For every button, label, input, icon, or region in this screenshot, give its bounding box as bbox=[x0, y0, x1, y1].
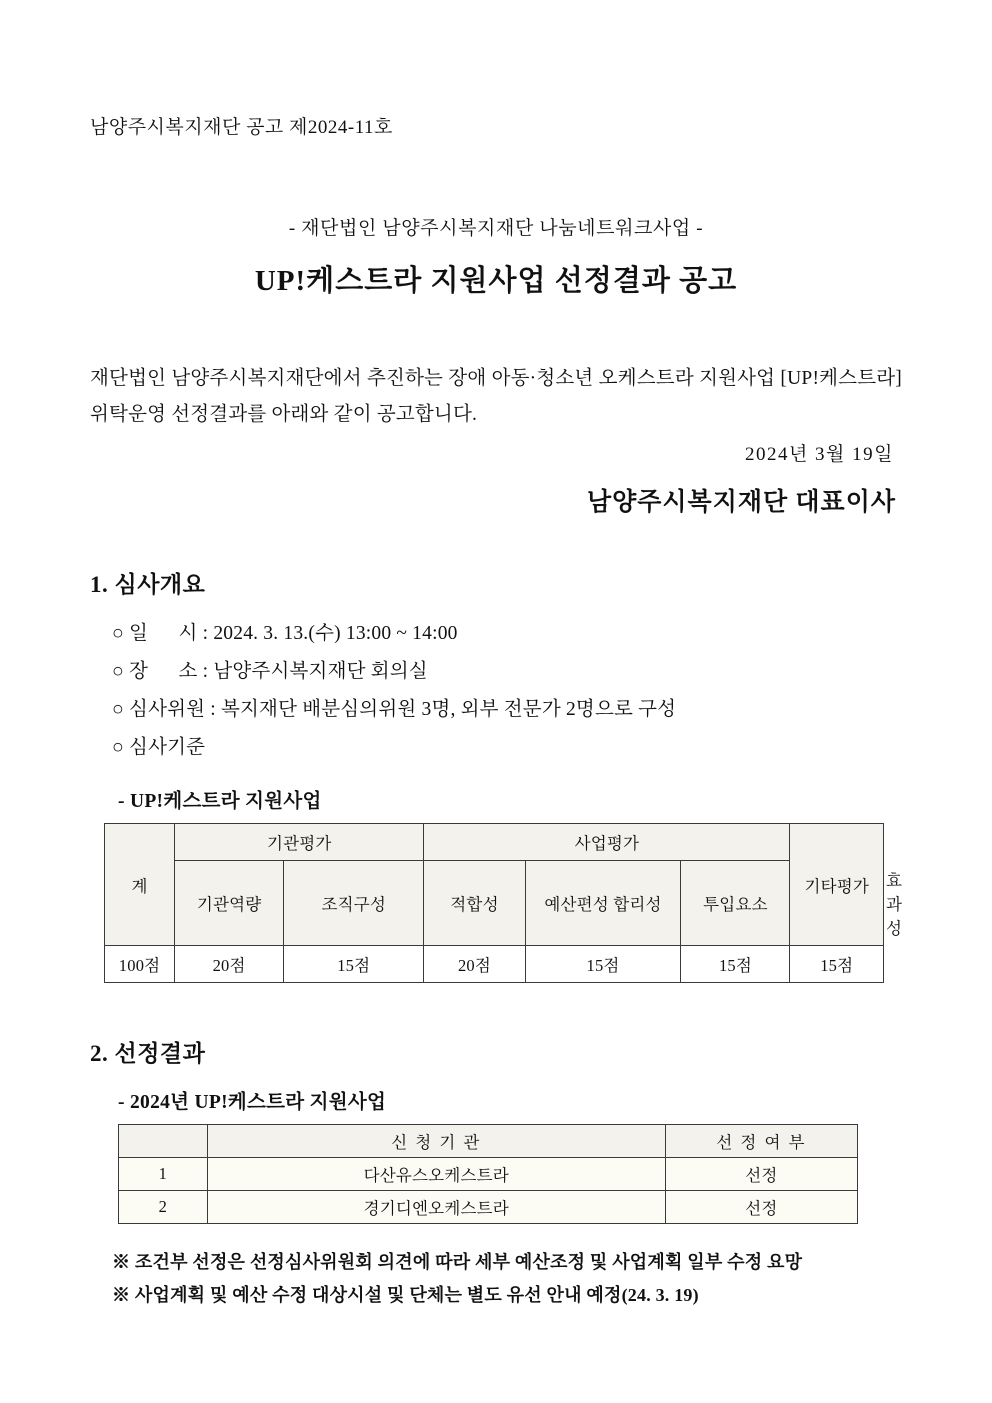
table-cell: 15점 bbox=[284, 946, 424, 983]
table-cell: 100점 bbox=[105, 946, 175, 983]
note-item: ※ 조건부 선정은 선정심사위원회 의견에 따라 세부 예산조정 및 사업계획 일부 수정 요망 bbox=[112, 1252, 803, 1273]
table-cell: 다산유스오케스트라 bbox=[207, 1158, 665, 1191]
table-cell: 경기디엔오케스트라 bbox=[207, 1191, 665, 1224]
column-subheader: 예산편성 합리성 bbox=[525, 861, 681, 946]
table-cell: 1 bbox=[119, 1158, 208, 1191]
criteria-table bbox=[104, 823, 903, 983]
document-subtitle: - 재단법인 남양주시복지재단 나눔네트워크사업 - bbox=[288, 218, 704, 239]
column-header: 선 정 여 부 bbox=[665, 1125, 857, 1158]
column-header: 사업평가 bbox=[424, 824, 790, 861]
list-item: ○ 심사위원 : 복지재단 배분심의위원 3명, 외부 전문가 2명으로 구성 bbox=[112, 699, 677, 721]
table-row bbox=[105, 946, 884, 983]
table-row bbox=[119, 1191, 858, 1224]
table-subheader-row bbox=[105, 861, 884, 946]
table-cell: 선정 bbox=[665, 1191, 857, 1224]
column-header: 기타평가 bbox=[790, 824, 883, 946]
column-header: 계 bbox=[105, 824, 175, 946]
column-subheader: 기관역량 bbox=[175, 861, 284, 946]
list-item: ○ 심사기준 bbox=[112, 737, 206, 759]
selection-result-table bbox=[118, 1124, 858, 1224]
document-signer: 남양주시복지재단 대표이사 bbox=[586, 489, 896, 517]
intro-paragraph: 재단법인 남양주시복지재단에서 추진하는 장애 아동·청소년 오케스트라 지원사업 [UP!케스트라] 위탁운영 선정결과를 아래와 같이 공고합니다. bbox=[90, 368, 902, 426]
column-subheader: 투입요소 bbox=[681, 861, 790, 946]
page-title: UP!케스트라 지원사업 선정결과 공고 bbox=[254, 265, 738, 297]
section2-heading: 2. 선정결과 bbox=[90, 1041, 206, 1067]
section2 bbox=[90, 1035, 902, 1313]
table-cell: 20점 bbox=[424, 946, 525, 983]
table-header-row bbox=[105, 824, 884, 861]
notes-list bbox=[112, 1246, 902, 1313]
list-item: ○ 일 시 : 2024. 3. 13.(수) 13:00 ~ 14:00 bbox=[112, 623, 458, 645]
section1-heading: 1. 심사개요 bbox=[90, 572, 206, 598]
table-header-row bbox=[119, 1125, 858, 1158]
table-cell: 15점 bbox=[681, 946, 790, 983]
note-item: ※ 사업계획 및 예산 수정 대상시설 및 단체는 별도 유선 안내 예정(24. 3. 19) bbox=[112, 1285, 699, 1306]
document-date: 2024년 3월 19일 bbox=[744, 444, 894, 466]
column-subheader: 조직구성 bbox=[284, 861, 424, 946]
table-cell: 20점 bbox=[175, 946, 284, 983]
table-cell: 15점 bbox=[790, 946, 883, 983]
section1-sub-heading: - UP!케스트라 지원사업 bbox=[118, 791, 322, 813]
column-header: 기관평가 bbox=[175, 824, 424, 861]
table-cell: 2 bbox=[119, 1191, 208, 1224]
table-row bbox=[119, 1158, 858, 1191]
column-subheader: 적합성 bbox=[424, 861, 525, 946]
section2-sub-heading: - 2024년 UP!케스트라 지원사업 bbox=[118, 1092, 387, 1114]
list-item: ○ 장 소 : 남양주시복지재단 회의실 bbox=[112, 661, 428, 683]
section1-items bbox=[112, 615, 902, 767]
table-cell: 선정 bbox=[665, 1158, 857, 1191]
column-header: 신 청 기 관 bbox=[207, 1125, 665, 1158]
table-cell: 15점 bbox=[525, 946, 681, 983]
document-number: 남양주시복지재단 공고 제2024-11호 bbox=[90, 117, 393, 138]
column-header bbox=[119, 1125, 208, 1158]
